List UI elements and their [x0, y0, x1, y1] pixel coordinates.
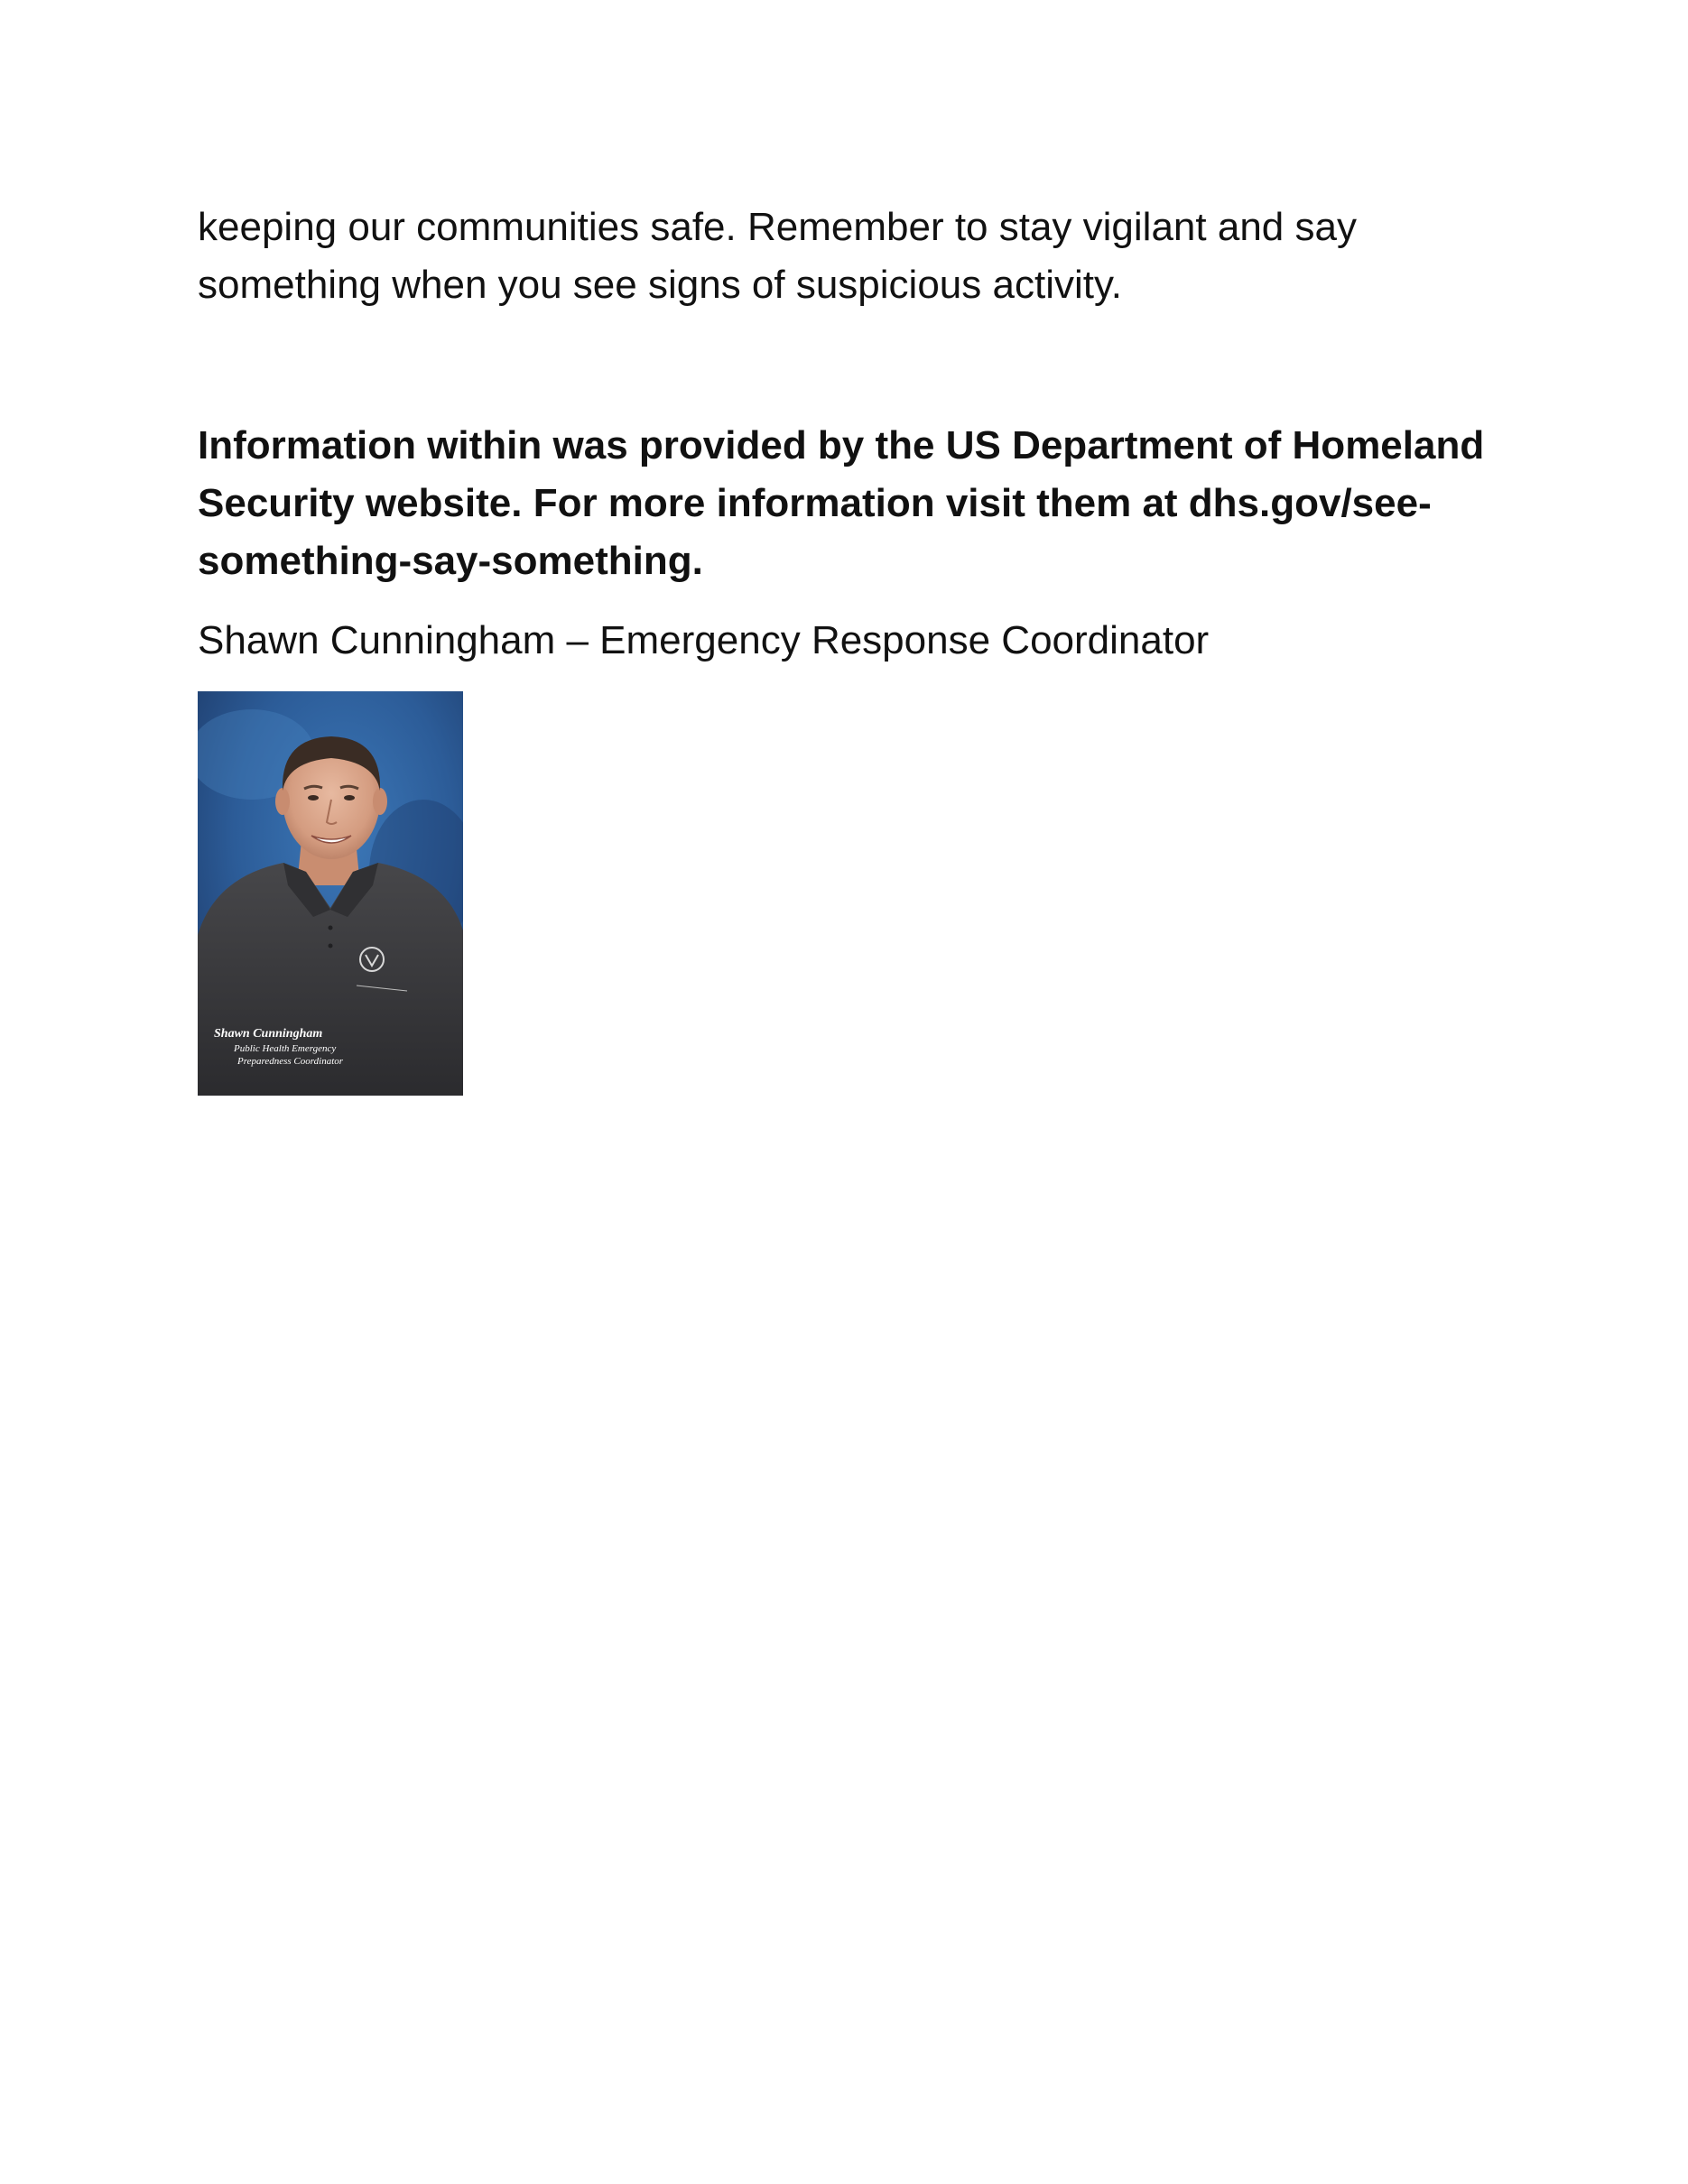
body-paragraph-closing — [198, 199, 1498, 314]
photo-caption-name: Shawn Cunningham — [214, 1027, 323, 1041]
source-attribution-paragraph — [198, 417, 1498, 590]
paragraph-line: keeping our communities safe. Remember to stay vigilant and say — [198, 205, 1357, 249]
paragraph-line: Information within was provided by the US Department of Homeland — [198, 423, 1485, 467]
paragraph-line: Security website. For more information visit them at dhs.gov/see- — [198, 481, 1432, 525]
author-signature: Shawn Cunningham – Emergency Response Coordinator — [198, 618, 1210, 662]
photo-caption-title: Public Health Emergency — [234, 1043, 337, 1054]
paragraph-line: something when you see signs of suspicious activity. — [198, 263, 1122, 307]
paragraph-line: something-say-something. — [198, 539, 703, 583]
photo-caption-title: Preparedness Coordinator — [237, 1056, 344, 1067]
author-portrait-photo — [198, 691, 463, 1096]
